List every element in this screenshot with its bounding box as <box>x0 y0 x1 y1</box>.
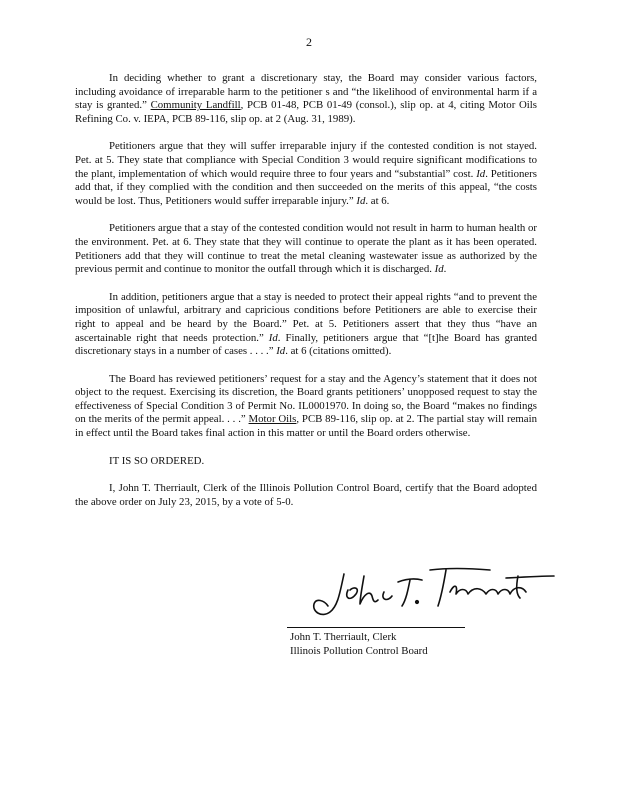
id-citation: Id <box>276 345 286 358</box>
handwritten-signature <box>300 562 560 622</box>
case-citation: Community Landfill <box>150 99 241 112</box>
paragraph-no-harm: Petitioners argue that a stay of the contested condition would not result in harm to human health or the environment. Pet. at 6. They state that they will continue to operate the plant as it has been operated. Petitioners add that they will continue to treat the metal cleaning wastewater issue as authorized by the previous permit and continue to monitor the outfall through which it is discharged. Id. <box>75 222 537 276</box>
page-number: 2 <box>306 35 312 49</box>
id-citation: Id <box>356 194 366 207</box>
paragraph-irreparable-injury: Petitioners argue that they will suffer irreparable injury if the contested condition is not stayed. Pet. at 5. They state that compliance with Special Condition 3 would require significant modifications to the plant, implementation of which would require three to four years and “substantial” cost. Id. Petitioners add that, if they complied with the condition and then succeeded on the merits of this appeal, “the costs would be lost. Thus, Petitioners would suffer irreparable injury.” Id. at 6. <box>75 140 537 207</box>
board-name: Illinois Pollution Control Board <box>290 645 428 657</box>
paragraph-board-decision: The Board has reviewed petitioners’ request for a stay and the Agency’s statement that it does not object to the request. Exercising its discretion, the Board grants petitioners’ unopposed request to stay the effectiveness of Special Condition 3 of Permit No. IL0001970. In doing so, the Board “makes no findings on the merits of the permit appeal. . . .” Motor Oils, PCB 89-116, slip op. at 2. The partial stay will remain in effect until the Board takes final action in this matter or until the Board orders otherwise. <box>75 372 537 440</box>
case-citation: Motor Oils <box>248 413 297 426</box>
id-citation: Id <box>434 263 444 276</box>
paragraph-appeal-rights: In addition, petitioners argue that a stay is needed to protect their appeal rights “and to prevent the imposition of unlawful, arbitrary and capricious conditions before Petitioners are able to exercise their right to appeal and be heard by the Board.” Pet. at 5. Petitioners assert that they thus “have an ascertainable right that needs protection.” Id. Finally, petitioners argue that “[t]he Board has granted discretionary stays in a number of cases . . . .” Id. at 6 (citations omitted). <box>75 290 537 358</box>
ordered-statement: IT IS SO ORDERED. <box>109 454 205 467</box>
paragraph-stay-factors: In deciding whether to grant a discretionary stay, the Board may consider various factors, including avoidance of irreparable harm to the petitioner s and “the likelihood of environmental harm if a stay is granted.” Community Landfill, PCB 01-48, PCB 01-49 (consol.), slip op. at 4, citing Motor Oils Refining Co. v. IEPA, PCB 89-116, slip op. at 2 (Aug. 31, 1989). <box>75 72 538 125</box>
signature-line <box>287 627 465 628</box>
clerk-name: John T. Therriault, Clerk <box>290 631 397 643</box>
signature-block <box>290 630 428 658</box>
order-body <box>75 72 537 509</box>
certification-statement: I, John T. Therriault, Clerk of the Illinois Pollution Control Board, certify that the Board adopted the above order on July 23, 2015, by a vote of 5-0. <box>75 482 537 508</box>
id-citation: Id <box>268 331 278 344</box>
signature-icon <box>300 562 560 622</box>
id-citation: Id <box>476 167 486 180</box>
